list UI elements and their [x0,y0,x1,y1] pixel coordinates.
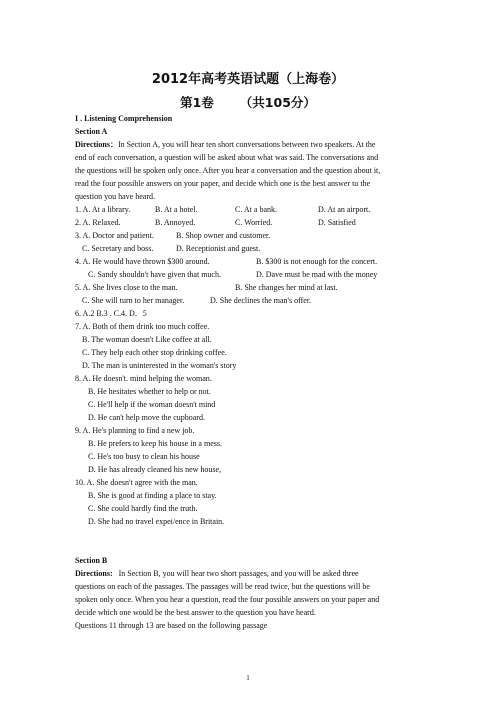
question-5 [75,281,421,294]
question-5-cont [75,294,421,307]
option-b: B. She changes her mind at last. [235,283,338,292]
option-a: 4. A. He would have thrown $300 around. [75,257,210,266]
question-3-cont [75,242,421,255]
directions-line: decide which one would be the best answer to the question you have heard. [75,608,316,617]
directions-label: Directions: [75,569,113,578]
option-c: C. She will turn to her manager. [82,296,185,305]
section-b-directions [75,567,421,619]
question-4-cont [75,268,421,281]
exam-body [75,112,421,632]
question-3 [75,229,421,242]
directions-line: question you have heard. [75,192,155,201]
option-c: C. They help each other stop drinking coffee. [82,348,227,357]
question-4 [75,255,421,268]
option-d: D. He can't help move the cupboard. [88,413,205,422]
question-1 [75,203,421,216]
directions-line: spoken only once. When you hear a question, read the four possible answers on your paper and [75,595,380,604]
question-10: 10. A. She doesn't agree with the man. [75,478,198,487]
question-9: 9. A. He's planning to find a new job. [75,426,195,435]
option-c: C. Secretary and boss. [82,244,154,253]
option-b: B. He hesitates whether to help or not. [88,387,211,396]
questions-intro: Questions 11 through 13 are based on the following passage [75,621,268,630]
directions-line: In Section B, you will hear two short passages, and you will be asked three [118,569,359,578]
option-b: B. $300 is not enough for the concert. [256,257,378,266]
question-6: 6. A.2 B.3 . C.4. D．5 [75,309,147,318]
directions-line: In Section A, you will hear ten short conversations between two speakers. At the [117,140,376,149]
option-c: C. He'll help if the woman doesn't mind [88,400,216,409]
option-d: D. At an airport. [318,205,371,214]
option-d: D. Satisfied [318,218,356,227]
directions-line: questions on each of the passages. The passages will be read twice, but the questions will be [75,582,370,591]
option-d: D. Dave must be mad with the money [256,270,378,279]
directions-line: end of each conversation, a question will be asked about what was said. The conversations and [75,153,379,162]
section-b-label: Section B [75,556,108,565]
option-a: 3. A. Doctor and patient. [75,231,154,240]
option-b: B. He prefers to keep his house in a mess. [88,439,222,448]
option-c: C. She could hardly find the truth. [88,504,198,513]
volume-label: 第1卷 [180,95,214,110]
exam-title: 2012年高考英语试题（上海卷） [151,72,345,87]
option-a: 1. A. At a library. [75,205,131,214]
option-c: C. Worried. [235,218,273,227]
volume-heading [0,93,496,111]
question-7: 7. A. Both of them drink too much coffee. [75,322,210,331]
question-8: 8. A. He doesn't. mind helping the woman. [75,374,212,383]
option-b: B. At a hotel. [155,205,198,214]
volume-score: （共105分） [239,95,316,110]
section-a-directions [75,138,421,203]
directions-line: read the four possible answers on your paper, and decide which one is the best answer to the [75,179,371,188]
question-2 [75,216,421,229]
section-a-label: Section A [75,127,108,136]
option-b: B. She is good at finding a place to stay. [88,491,217,500]
option-d: D. He has already cleaned his new house, [88,465,222,474]
option-b: B. Shop owner and customer. [176,231,271,240]
directions-label: Directions： [75,140,118,149]
directions-line: the questions will be spoken only once. After you hear a conversation and the question about it, [75,166,381,175]
option-c: C. At a bank. [235,205,277,214]
option-c: C. Sandy shouldn't have given that much. [88,270,221,279]
option-d: D. The man is uninterested in the woman's story [82,361,237,370]
option-b: B. The woman doesn't Like coffee at all. [82,335,212,344]
option-a: 5. A. She lives close to the man. [75,283,178,292]
part-heading: I . Listening Comprehension [75,114,173,123]
option-a: 2. A. Relaxed. [75,218,121,227]
page-number: 1 [246,674,250,682]
option-d: D. Receptionist and guest. [176,244,261,253]
option-c: C. He's too busy to clean his house [88,452,200,461]
option-b: B. Annoyed. [155,218,196,227]
option-d: D. She declines the man's offer. [210,296,312,305]
option-d: D. She had no travel expei/ence in Britain. [88,517,225,526]
